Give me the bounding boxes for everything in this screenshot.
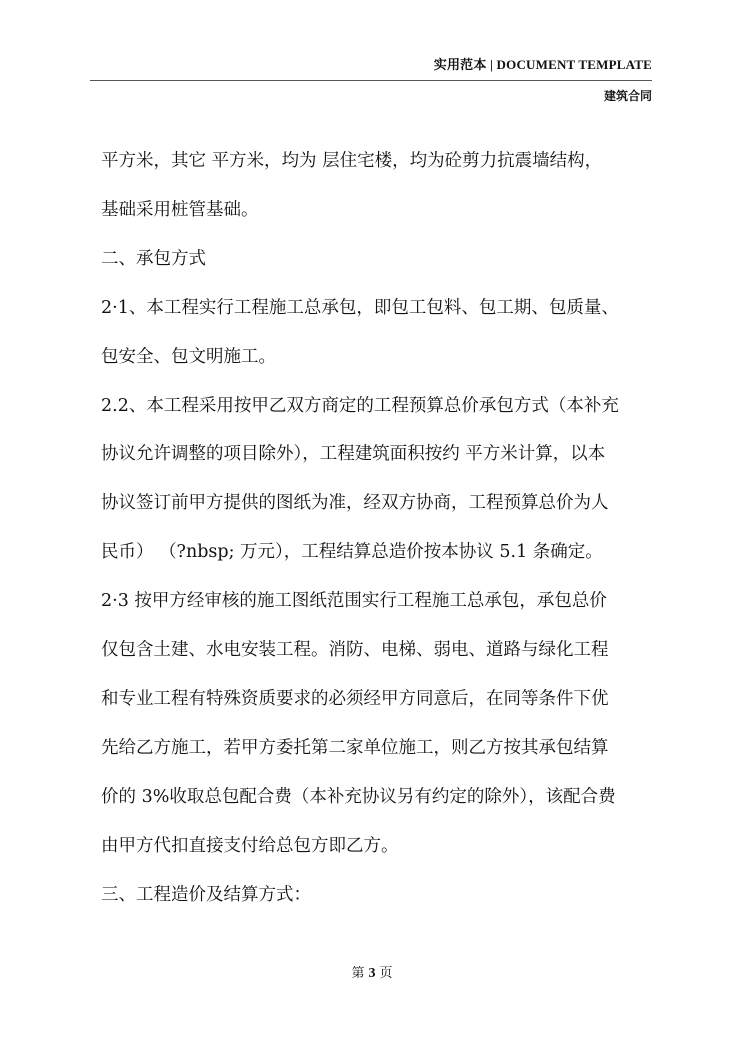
page-footer <box>0 962 744 982</box>
body-line: 2·3 按甲方经审核的施工图纸范围实行工程施工总承包，承包总价 <box>101 591 607 612</box>
page-prefix: 第 <box>351 966 365 981</box>
body-line: 民币） （?nbsp; 万元），工程结算总造价按本协议 5.1 条确定。 <box>101 542 603 563</box>
header-brand: 实用范本 | DOCUMENT TEMPLATE <box>433 57 652 72</box>
body-line: 2.2、本工程采用按甲乙双方商定的工程预算总价承包方式（本补充 <box>101 395 619 416</box>
body-line: 和专业工程有特殊资质要求的必须经甲方同意后，在同等条件下优 <box>101 688 609 709</box>
header-divider <box>90 80 652 81</box>
body-line: 先给乙方施工，若甲方委托第二家单位施工，则乙方按其承包结算 <box>101 737 609 758</box>
body-line: 包安全、包文明施工。 <box>101 346 276 367</box>
page-number: 3 <box>368 966 376 981</box>
section-heading: 三、工程造价及结算方式： <box>101 884 311 905</box>
body-text <box>101 137 661 920</box>
body-line: 协议签订前甲方提供的图纸为准，经双方协商，工程预算总价为人 <box>101 493 609 514</box>
body-line: 价的 3%收取总包配合费（本补充协议另有约定的除外），该配合费 <box>101 786 616 807</box>
body-line: 基础采用桩管基础。 <box>101 199 259 220</box>
body-line: 平方米，其它 平方米，均为 层住宅楼，均为砼剪力抗震墙结构， <box>101 151 603 171</box>
document-title: 建筑合同 <box>603 89 652 103</box>
page-suffix: 页 <box>379 966 393 981</box>
section-heading: 二、承包方式 <box>101 248 206 269</box>
body-line: 由甲方代扣直接支付给总包方即乙方。 <box>101 835 399 856</box>
body-line: 2·1、本工程实行工程施工总承包，即包工包料、包工期、包质量、 <box>101 297 619 318</box>
body-line: 仅包含土建、水电安装工程。消防、电梯、弱电、道路与绿化工程 <box>101 640 609 661</box>
body-line: 协议允许调整的项目除外），工程建筑面积按约 平方米计算，以本 <box>101 444 606 465</box>
